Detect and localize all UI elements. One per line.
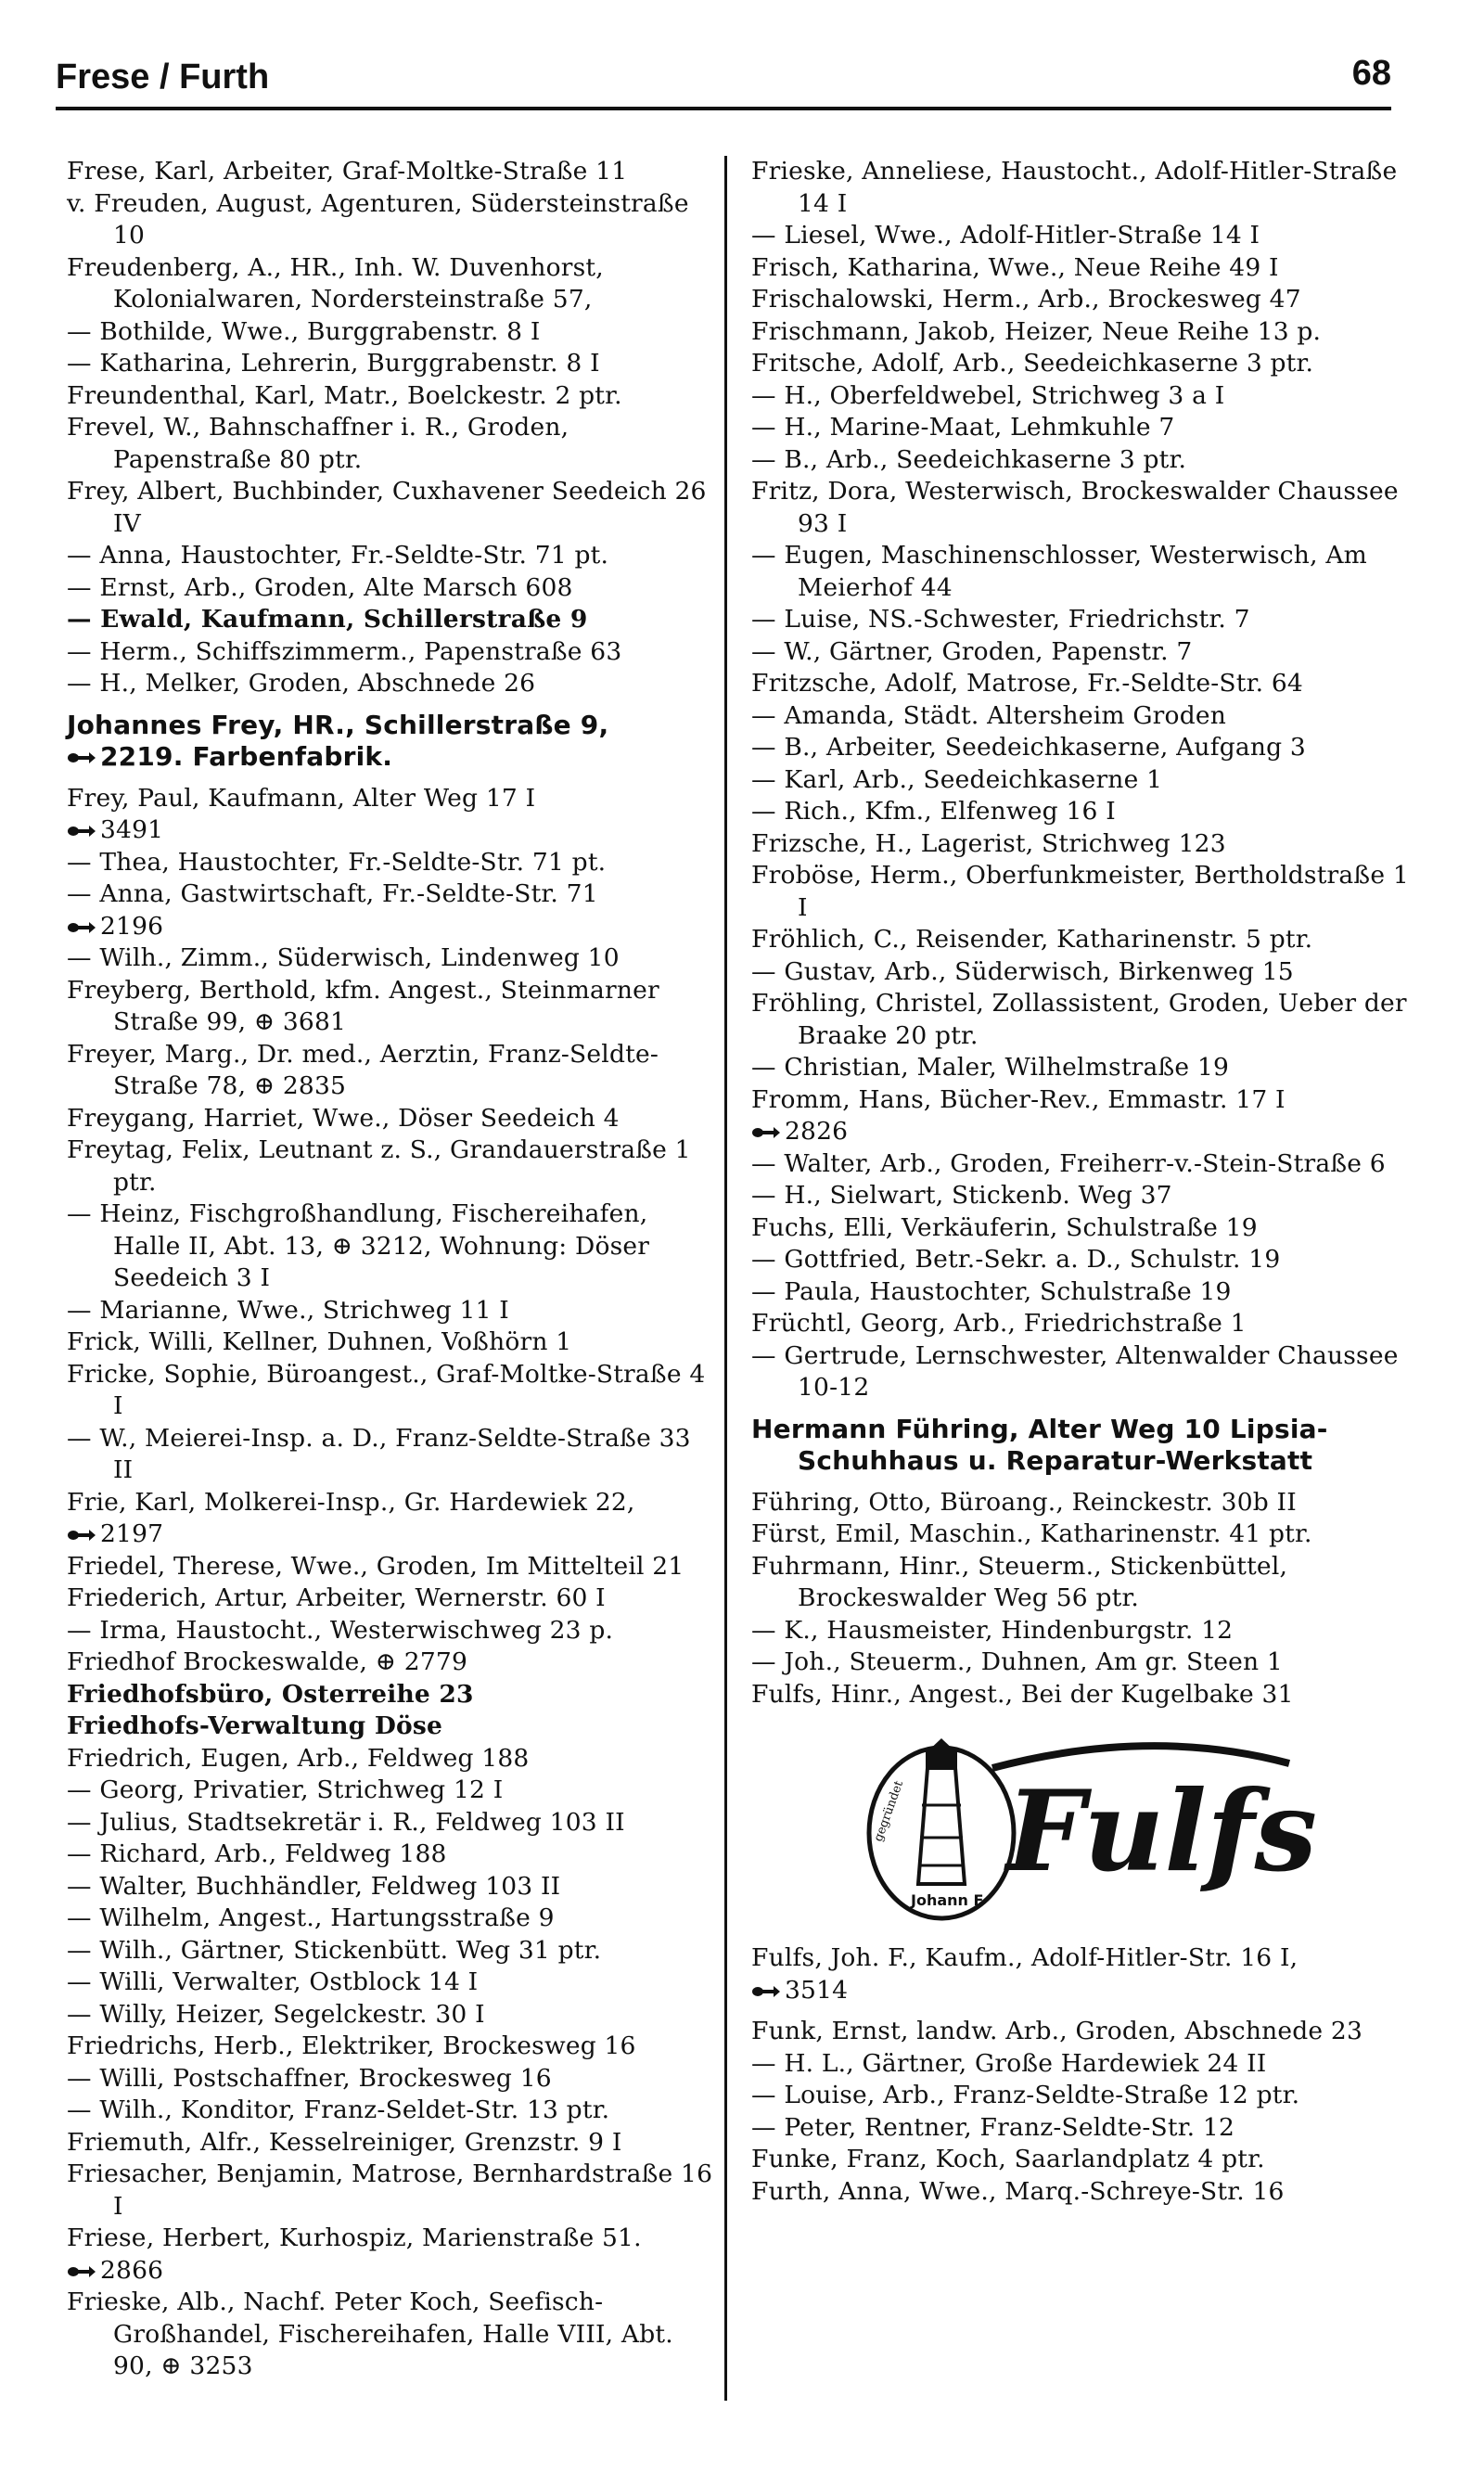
directory-entry	[751, 1519, 1410, 1551]
entry-text: — Marianne, Wwe., Strichweg 11 I	[67, 1295, 509, 1325]
directory-entry	[751, 1148, 1410, 1181]
directory-entry	[751, 700, 1410, 733]
directory-entry	[751, 412, 1410, 444]
directory-entry	[67, 2287, 716, 2383]
telephone-icon	[751, 1126, 781, 1139]
directory-entry	[67, 1198, 716, 1295]
directory-entry	[67, 1775, 716, 1807]
entry-text: — Julius, Stadtsekretär i. R., Feldweg 103 II	[67, 1807, 625, 1837]
directory-entry	[67, 2063, 716, 2095]
directory-entry	[67, 1615, 716, 1647]
entry-text: Fulfs, Joh. F., Kaufm., Adolf-Hitler-Str. 16 I,	[751, 1943, 1298, 1972]
directory-entry	[67, 1935, 716, 1967]
directory-entry	[67, 1134, 716, 1198]
directory-entry	[751, 156, 1410, 220]
directory-entry	[751, 1180, 1410, 1212]
directory-entry	[751, 796, 1410, 828]
directory-entry	[67, 975, 716, 1039]
directory-entry	[751, 2080, 1410, 2112]
directory-entry	[67, 878, 716, 911]
directory-entry	[67, 156, 716, 188]
entry-text: — Peter, Rentner, Franz-Seldte-Str. 12	[751, 2112, 1235, 2142]
entry-text: — Willi, Postschaffner, Brockesweg 16	[67, 2063, 552, 2093]
directory-entry	[751, 284, 1410, 316]
directory-entry	[67, 2223, 716, 2255]
directory-entry	[67, 1871, 716, 1903]
directory-entry	[67, 1647, 716, 1679]
telephone-icon	[67, 1529, 96, 1542]
directory-entry	[67, 783, 716, 815]
telephone-icon	[67, 825, 96, 838]
entry-text: — Wilh., Gärtner, Stickenbütt. Weg 31 ptr.	[67, 1935, 602, 1965]
entry-text: Fürst, Emil, Maschin., Katharinenstr. 41 ptr.	[751, 1519, 1312, 1548]
entry-text: — Amanda, Städt. Altersheim Groden	[751, 700, 1227, 730]
telephone-icon	[751, 1985, 781, 1998]
directory-entry	[751, 828, 1410, 861]
entry-text: — Wilhelm, Angest., Hartungsstraße 9	[67, 1903, 555, 1932]
directory-entry	[67, 1583, 716, 1615]
directory-entry	[751, 2016, 1410, 2048]
entry-text: — Walter, Buchhändler, Feldweg 103 II	[67, 1871, 561, 1901]
entry-text: — Anna, Haustochter, Fr.-Seldte-Str. 71 pt.	[67, 541, 609, 570]
entry-text: — Herm., Schiffszimmerm., Papenstraße 63	[67, 636, 622, 666]
lighthouse-emblem-icon	[853, 1731, 1317, 1926]
entry-text: — B., Arbeiter, Seedeichkaserne, Aufgang 3	[751, 733, 1306, 762]
directory-entry	[67, 1999, 716, 2031]
directory-entry	[67, 1423, 716, 1487]
page-number: 68	[1351, 54, 1391, 93]
entry-text: — Irma, Haustocht., Westerwischweg 23 p.	[67, 1615, 614, 1645]
directory-entry	[751, 220, 1410, 252]
entry-text: — Joh., Steuerm., Duhnen, Am gr. Steen 1	[751, 1647, 1283, 1676]
entry-text: — Wilh., Zimm., Süderwisch, Lindenweg 10	[67, 943, 620, 972]
entry-text: Führing, Otto, Büroang., Reinckestr. 30b II	[751, 1487, 1297, 1517]
directory-entry	[751, 476, 1410, 540]
directory-entry	[67, 1551, 716, 1583]
directory-entry	[751, 1308, 1410, 1340]
entry-text: Frizsche, H., Lagerist, Strichweg 123	[751, 828, 1226, 858]
entry-text: — Liesel, Wwe., Adolf-Hitler-Straße 14 I	[751, 221, 1260, 250]
entry-text: 2197	[100, 1519, 164, 1548]
directory-entry	[751, 316, 1410, 349]
directory-entry	[67, 814, 716, 847]
directory-entry	[751, 380, 1410, 413]
left-column	[67, 156, 716, 2383]
entry-text: Friedhofs-Verwaltung Döse	[67, 1711, 443, 1740]
directory-entry	[751, 1212, 1410, 1245]
directory-entry	[751, 1340, 1410, 1404]
entry-text: 2196	[100, 911, 164, 941]
entry-text: — Gustav, Arb., Süderwisch, Birkenweg 15	[751, 956, 1294, 986]
entry-text: — H., Melker, Groden, Abschnede 26	[67, 669, 536, 698]
entry-text: — Wilh., Konditor, Franz-Seldet-Str. 13 ptr.	[67, 2095, 610, 2124]
directory-entry	[67, 188, 716, 252]
directory-entry	[67, 2159, 716, 2223]
directory-entry	[67, 1711, 716, 1743]
entry-text: Friedrichs, Herb., Elektriker, Brockesweg 16	[67, 2031, 636, 2060]
directory-entry	[67, 847, 716, 879]
directory-entry	[67, 636, 716, 669]
entry-text: — Louise, Arb., Franz-Seldte-Straße 12 ptr.	[751, 2081, 1300, 2109]
entry-text: — Richard, Arb., Feldweg 188	[67, 1839, 447, 1868]
entry-text: — Paula, Haustochter, Schulstraße 19	[751, 1276, 1232, 1306]
entry-text: Fricke, Sophie, Büroangest., Graf-Moltke-Straße 4 I	[67, 1359, 706, 1420]
entry-text: Johannes Frey, HR., Schillerstraße 9,	[67, 709, 609, 740]
fulfs-logo	[751, 1731, 1410, 1926]
entry-text: Frieske, Alb., Nachf. Peter Koch, Seefisch-Großhandel, Fischereihafen, Halle VIII, Abt. 90, ⊕ 3253	[67, 2287, 673, 2380]
entry-text: Friemuth, Alfr., Kesselreiniger, Grenzstr. 9 I	[67, 2127, 622, 2157]
directory-entry	[751, 2176, 1410, 2209]
directory-entry	[67, 911, 716, 943]
entry-text: — B., Arb., Seedeichkaserne 3 ptr.	[751, 444, 1187, 474]
entry-text: — Ernst, Arb., Groden, Alte Marsch 608	[67, 572, 573, 602]
directory-entry	[67, 412, 716, 476]
entry-text: Friederich, Artur, Arbeiter, Wernerstr. 60 I	[67, 1583, 606, 1612]
directory-entry	[67, 348, 716, 380]
entry-text: Funk, Ernst, landw. Arb., Groden, Abschnede 23	[751, 2017, 1363, 2045]
entry-text: Friedel, Therese, Wwe., Groden, Im Mittelteil 21	[67, 1551, 684, 1581]
directory-entry	[751, 1942, 1410, 1975]
directory-entry	[67, 1295, 716, 1327]
entry-text: Freygang, Harriet, Wwe., Döser Seedeich 4	[67, 1103, 620, 1133]
entry-text: Friedrich, Eugen, Arb., Feldweg 188	[67, 1743, 530, 1773]
entry-text: — Karl, Arb., Seedeichkaserne 1	[751, 764, 1163, 794]
entry-text: — H. L., Gärtner, Große Hardewiek 24 II	[751, 2048, 1267, 2078]
entry-text: — Gertrude, Lernschwester, Altenwalder Chaussee 10-12	[751, 1340, 1399, 1402]
entry-text: Frese, Karl, Arbeiter, Graf-Moltke-Straße 11	[67, 157, 628, 186]
entry-text: — Katharina, Lehrerin, Burggrabenstr. 8 I	[67, 349, 600, 378]
entry-text: Hermann Führing, Alter Weg 10 Lipsia-Schuhhaus u. Reparatur-Werkstatt	[751, 1413, 1328, 1476]
directory-entry	[67, 710, 716, 742]
directory-entry	[67, 2127, 716, 2159]
directory-entry	[67, 540, 716, 572]
entry-text: 2866	[100, 2255, 164, 2285]
column-divider	[724, 156, 727, 2401]
entry-text: Frevel, W., Bahnschaffner i. R., Groden, Papenstraße 80 ptr.	[67, 413, 569, 474]
logo-sub-text: Johann F	[911, 1891, 984, 1909]
entry-text: Frischalowski, Herm., Arb., Brockesweg 47	[751, 285, 1301, 314]
entry-text: — Georg, Privatier, Strichweg 12 I	[67, 1775, 504, 1804]
directory-entry	[751, 1487, 1410, 1519]
entry-text: Friese, Herbert, Kurhospiz, Marienstraße 51.	[67, 2223, 642, 2252]
directory-entry	[751, 2112, 1410, 2145]
directory-entry	[751, 924, 1410, 956]
entry-text: — H., Marine-Maat, Lehmkuhle 7	[751, 413, 1175, 442]
entry-text: Friedhofsbüro, Osterreihe 23	[67, 1679, 474, 1709]
directory-entry	[751, 540, 1410, 604]
directory-entry	[67, 252, 716, 316]
entry-text: Frie, Karl, Molkerei-Insp., Gr. Hardewiek 22,	[67, 1487, 635, 1517]
telephone-icon	[67, 751, 96, 764]
running-head: Frese / Furth	[56, 58, 270, 96]
entry-text: — Walter, Arb., Groden, Freiherr-v.-Stein-Straße 6	[751, 1148, 1386, 1178]
entry-text: — Luise, NS.-Schwester, Friedrichstr. 7	[751, 605, 1250, 634]
entry-text: 2219. Farbenfabrik.	[100, 741, 393, 772]
entry-text: — W., Gärtner, Groden, Papenstr. 7	[751, 636, 1193, 666]
directory-entry	[67, 668, 716, 700]
directory-entry	[67, 2031, 716, 2063]
entry-text: Fritz, Dora, Westerwisch, Brockeswalder Chaussee 93 I	[751, 477, 1399, 538]
header-rule	[56, 107, 1391, 110]
entry-text: Fritsche, Adolf, Arb., Seedeichkaserne 3 ptr.	[751, 349, 1314, 378]
directory-entry	[751, 1052, 1410, 1084]
directory-entry	[751, 2048, 1410, 2081]
entry-text: 3514	[785, 1975, 849, 2005]
entry-text: — Willy, Heizer, Segelckestr. 30 I	[67, 1999, 485, 2029]
entry-text: Freundenthal, Karl, Matr., Boelckestr. 2 ptr.	[67, 380, 622, 410]
entry-text: Fuhrmann, Hinr., Steuerm., Stickenbüttel, Brockeswalder Weg 56 ptr.	[751, 1551, 1288, 1612]
directory-entry	[751, 1084, 1410, 1117]
directory-entry	[751, 252, 1410, 285]
entry-text: Frisch, Katharina, Wwe., Neue Reihe 49 I	[751, 252, 1279, 282]
directory-entry	[751, 1647, 1410, 1679]
entry-text: Fulfs, Hinr., Angest., Bei der Kugelbake 31	[751, 1679, 1294, 1709]
directory-entry	[751, 604, 1410, 636]
entry-text: Fröhlich, C., Reisender, Katharinenstr. 5 ptr.	[751, 925, 1313, 954]
entry-text: — Heinz, Fischgroßhandlung, Fischereihafen, Halle II, Abt. 13, ⊕ 3212, Wohnung: Döser Seedeich 3 I	[67, 1199, 650, 1292]
directory-entry	[67, 1967, 716, 1999]
directory-entry	[751, 1414, 1410, 1478]
directory-entry	[751, 636, 1410, 669]
directory-entry	[751, 956, 1410, 989]
directory-entry	[67, 1359, 716, 1423]
entry-text: — Anna, Gastwirtschaft, Fr.-Seldte-Str. 71	[67, 879, 598, 908]
entry-text: Fuchs, Elli, Verkäuferin, Schulstraße 19	[751, 1212, 1258, 1242]
directory-entry	[67, 380, 716, 413]
directory-entry	[67, 476, 716, 540]
entry-text: — H., Sielwart, Stickenb. Weg 37	[751, 1181, 1172, 1210]
directory-entry	[67, 316, 716, 349]
logo-wordmark: Fulfs	[1006, 1766, 1317, 1897]
entry-text: Friesacher, Benjamin, Matrose, Bernhardstraße 16 I	[67, 2159, 713, 2221]
entry-text: Freyer, Marg., Dr. med., Aerztin, Franz-Seldte-Straße 78, ⊕ 2835	[67, 1039, 659, 1100]
directory-entry	[67, 2095, 716, 2127]
entry-text: 3491	[100, 815, 164, 844]
entry-text: Freyberg, Berthold, kfm. Angest., Steinmarner Straße 99, ⊕ 3681	[67, 975, 659, 1036]
directory-entry	[67, 1039, 716, 1103]
entry-text: Freytag, Felix, Leutnant z. S., Grandauerstraße 1 ptr.	[67, 1135, 691, 1197]
entry-text: — Bothilde, Wwe., Burggrabenstr. 8 I	[67, 316, 541, 346]
directory-entry	[67, 1326, 716, 1359]
entry-text: Frischmann, Jakob, Heizer, Neue Reihe 13 p.	[751, 316, 1322, 346]
directory-entry	[751, 2144, 1410, 2176]
entry-text: — Rich., Kfm., Elfenweg 16 I	[751, 797, 1116, 826]
entry-text: Fritzsche, Adolf, Matrose, Fr.-Seldte-Str. 64	[751, 669, 1303, 698]
entry-text: — H., Oberfeldwebel, Strichweg 3 a I	[751, 380, 1225, 410]
telephone-icon	[67, 2265, 96, 2278]
directory-entry	[67, 942, 716, 975]
page-header	[56, 37, 1391, 109]
directory-entry	[751, 1116, 1410, 1148]
directory-entry	[751, 988, 1410, 1052]
entry-text: Funke, Franz, Koch, Saarlandplatz 4 ptr.	[751, 2145, 1265, 2173]
directory-entry	[67, 1807, 716, 1839]
entry-text: — K., Hausmeister, Hindenburgstr. 12	[751, 1615, 1234, 1645]
entry-text: Froböse, Herm., Oberfunkmeister, Bertholdstraße 1 I	[751, 861, 1409, 922]
telephone-icon	[67, 921, 96, 934]
entry-text: Frick, Willi, Kellner, Duhnen, Voßhörn 1	[67, 1327, 572, 1356]
directory-entry	[751, 1975, 1410, 2007]
directory-entry	[67, 1839, 716, 1871]
directory-entry	[67, 1743, 716, 1775]
directory-entry	[751, 1551, 1410, 1615]
directory-entry	[67, 1903, 716, 1935]
directory-entry	[67, 1487, 716, 1519]
directory-entry	[751, 860, 1410, 924]
entry-text: Friedhof Brockeswalde, ⊕ 2779	[67, 1647, 468, 1676]
right-column	[751, 156, 1410, 2208]
directory-entry	[751, 1679, 1410, 1711]
entry-text: — Willi, Verwalter, Ostblock 14 I	[67, 1967, 479, 1996]
entry-text: — Thea, Haustochter, Fr.-Seldte-Str. 71 pt.	[67, 847, 607, 877]
entry-text: Fromm, Hans, Bücher-Rev., Emmastr. 17 I	[751, 1084, 1286, 1114]
directory-entry	[751, 1244, 1410, 1276]
entry-text: Fröhling, Christel, Zollassistent, Groden, Ueber der Braake 20 ptr.	[751, 989, 1407, 1050]
entry-text: — Gottfried, Betr.-Sekr. a. D., Schulstr. 19	[751, 1245, 1281, 1274]
entry-text: — Ewald, Kaufmann, Schillerstraße 9	[67, 605, 588, 634]
entry-text: — Eugen, Maschinenschlosser, Westerwisch, Am Meierhof 44	[751, 541, 1367, 602]
entry-text: 2826	[785, 1117, 849, 1146]
directory-entry	[751, 1276, 1410, 1309]
entry-text: v. Freuden, August, Agenturen, Südersteinstraße 10	[67, 188, 689, 250]
directory-entry	[751, 1615, 1410, 1647]
directory-entry	[67, 2255, 716, 2287]
directory-entry	[67, 604, 716, 636]
entry-text: Früchtl, Georg, Arb., Friedrichstraße 1	[751, 1309, 1247, 1338]
directory-entry	[751, 444, 1410, 477]
entry-text: Frey, Paul, Kaufmann, Alter Weg 17 I	[67, 783, 536, 813]
directory-entry	[67, 1679, 716, 1711]
entry-text: — Christian, Maler, Wilhelmstraße 19	[751, 1053, 1230, 1082]
entry-text: Frieske, Anneliese, Haustocht., Adolf-Hitler-Straße 14 I	[751, 157, 1398, 218]
directory-entry	[67, 741, 716, 774]
logo-emblem-text: gegründet	[871, 1778, 907, 1844]
directory-entry	[67, 572, 716, 605]
directory-entry	[751, 348, 1410, 380]
entry-text: Freudenberg, A., HR., Inh. W. Duvenhorst, Kolonialwaren, Nordersteinstraße 57,	[67, 252, 604, 314]
directory-entry	[751, 764, 1410, 797]
directory-entry	[751, 668, 1410, 700]
entry-text: — W., Meierei-Insp. a. D., Franz-Seldte-Straße 33 II	[67, 1423, 691, 1484]
directory-entry	[67, 1103, 716, 1135]
entry-text: Furth, Anna, Wwe., Marq.-Schreye-Str. 16	[751, 2176, 1285, 2206]
directory-entry	[751, 732, 1410, 764]
entry-text: Frey, Albert, Buchbinder, Cuxhavener Seedeich 26 IV	[67, 477, 707, 538]
directory-entry	[67, 1519, 716, 1551]
